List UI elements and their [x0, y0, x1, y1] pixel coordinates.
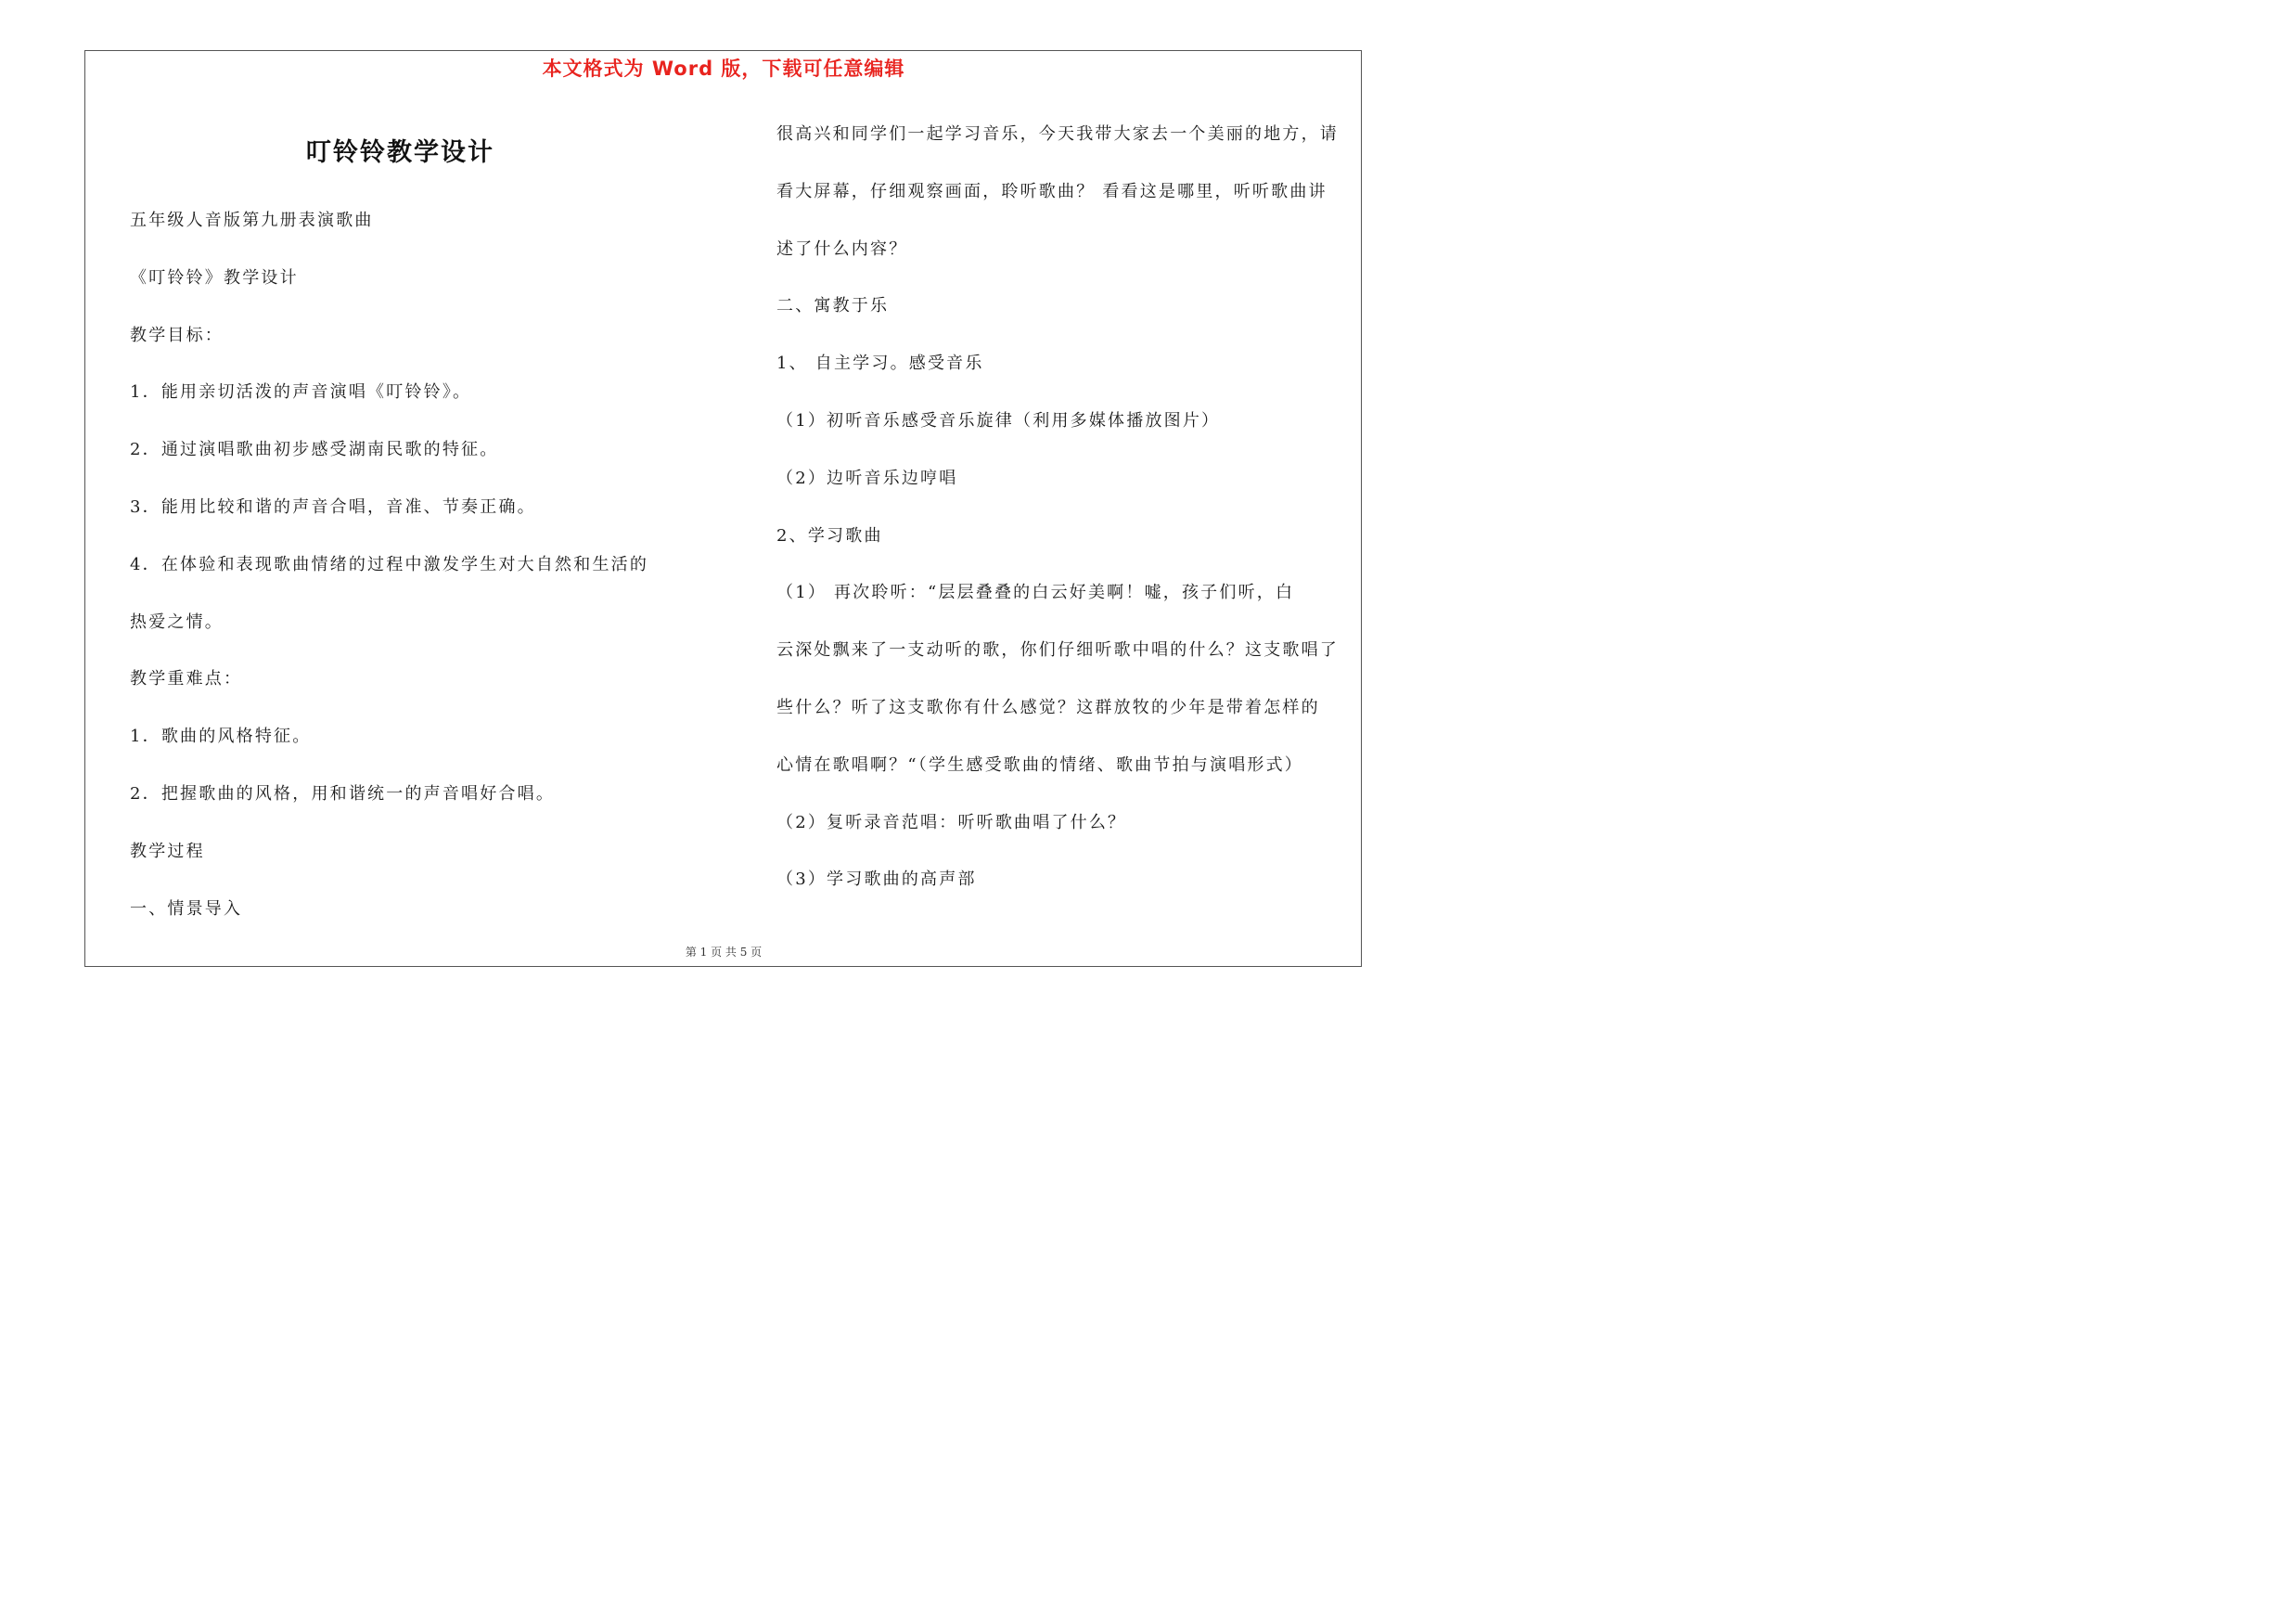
editable-notice-banner: 本文格式为 Word 版，下载可任意编辑	[542, 58, 905, 80]
page-number-footer: 第 1 页 共 5 页	[685, 946, 763, 959]
right-line: （3）学习歌曲的高声部	[776, 869, 977, 889]
left-line: 1．歌曲的风格特征。	[130, 727, 312, 746]
right-line: （2）边听音乐边哼唱	[776, 469, 958, 488]
right-line: 心情在歌唱啊？“（学生感受歌曲的情绪、歌曲节拍与演唱形式）	[776, 755, 1303, 775]
left-line: 《叮铃铃》教学设计	[130, 268, 299, 288]
right-line: 2、学习歌曲	[776, 526, 883, 546]
left-line: 教学过程	[130, 842, 205, 861]
left-line: 1．能用亲切活泼的声音演唱《叮铃铃》。	[130, 382, 472, 402]
left-line: 教学重难点：	[130, 669, 243, 689]
left-line: 4．在体验和表现歌曲情绪的过程中激发学生对大自然和生活的	[130, 555, 649, 574]
right-line: （2）复听录音范唱：听听歌曲唱了什么？	[776, 813, 1127, 832]
left-line: 五年级人音版第九册表演歌曲	[130, 211, 374, 230]
left-line: 2．把握歌曲的风格，用和谐统一的声音唱好合唱。	[130, 784, 556, 804]
right-line: 很高兴和同学们一起学习音乐，今天我带大家去一个美丽的地方，请	[776, 124, 1339, 144]
right-line: 看大屏幕，仔细观察画面，聆听歌曲？ 看看这是哪里，听听歌曲讲	[776, 182, 1328, 201]
right-line: 二、寓教于乐	[776, 296, 890, 316]
left-line: 3．能用比较和谐的声音合唱，音准、节奏正确。	[130, 497, 536, 517]
left-line: 一、情景导入	[130, 899, 243, 919]
document-title: 叮铃铃教学设计	[306, 138, 494, 167]
left-line: 2．通过演唱歌曲初步感受湖南民歌的特征。	[130, 440, 499, 459]
right-line: 些什么？听了这支歌你有什么感觉？这群放牧的少年是带着怎样的	[776, 698, 1320, 717]
right-line: （1） 再次聆听：“层层叠叠的白云好美啊！嘘，孩子们听，白	[776, 583, 1295, 602]
left-line: 热爱之情。	[130, 612, 224, 632]
left-line: 教学目标：	[130, 326, 224, 345]
right-line: 1、 自主学习。感受音乐	[776, 354, 984, 373]
right-line: （1）初听音乐感受音乐旋律（利用多媒体播放图片）	[776, 411, 1221, 431]
right-line: 述了什么内容？	[776, 239, 908, 259]
right-line: 云深处飘来了一支动听的歌，你们仔细听歌中唱的什么？这支歌唱了	[776, 640, 1339, 660]
